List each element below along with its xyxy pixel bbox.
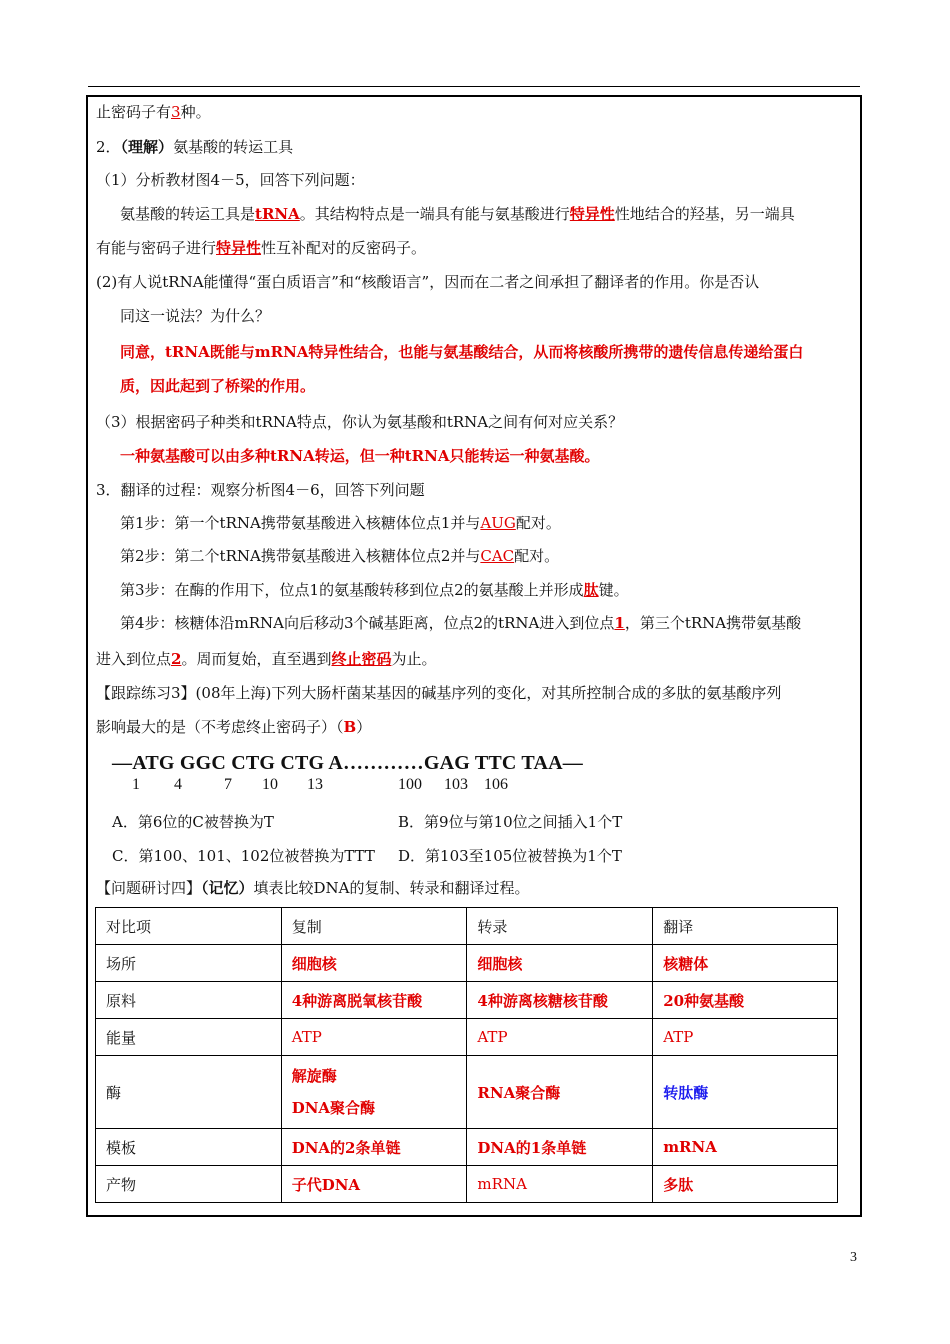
position-label: 10 [262,776,278,793]
question-2-2-line1: (2)有人说tRNA能懂得“蛋白质语言”和“核酸语言”，因而在二者之间承担了翻译者的作用。你是否认 [96,273,760,291]
question-2-2-line2: 同这一说法？为什么？ [120,307,271,325]
cell-transcription: DNA的1条单链 [467,1129,653,1166]
position-label: 1 [132,776,140,793]
answer-specificity-1: 特异性 [569,205,615,223]
option-a: A．第6位的C被替换为T [112,813,274,831]
answer-2-2-line2: 质，因此起到了桥梁的作用。 [120,377,316,395]
answer-aug: AUG [480,514,516,532]
step-4-line1: 第4步：核糖体沿mRNA向后移动3个碱基距离，位点2的tRNA进入到位点1，第三个tRNA携带氨基酸 [120,614,802,632]
table-row [96,982,838,1019]
cell-translation: ATP [653,1019,838,1056]
cell-transcription: ATP [467,1019,653,1056]
cell-translation: mRNA [653,1129,838,1166]
header-rule [88,86,860,87]
row-label: 酶 [96,1056,282,1129]
base-positions [112,776,542,796]
row-label: 产物 [96,1166,282,1203]
option-c: C．第100、101、102位被替换为TTT [112,847,375,865]
option-d: D．第103至105位被替换为1个T [398,847,622,865]
section-4-heading: 【问题研讨四】（记忆）填表比较DNA的复制、转录和翻译过程。 [96,879,530,897]
cell-replication: DNA的2条单链 [281,1129,467,1166]
cell-transcription: RNA聚合酶 [467,1056,653,1129]
base-sequence-figure [112,752,583,798]
row-label: 原料 [96,982,282,1019]
position-label: 13 [307,776,323,793]
table-header-row [96,908,838,945]
answer-cac: CAC [480,547,515,565]
enzyme-dna-polymerase: DNA聚合酶 [291,1099,376,1117]
position-label: 103 [444,776,468,793]
cell-translation: 20种氨基酸 [653,982,838,1019]
base-sequence: —ATG GGC CTG CTG A…………GAG TTC TAA— [112,752,583,774]
table-row [96,1056,838,1129]
answer-site-2: 2 [171,650,182,668]
paragraph-trna-line2: 有能与密码子进行特异性性互补配对的反密码子。 [96,239,427,257]
page-number: 3 [850,1250,857,1265]
cell-replication: 4种游离脱氧核苷酸 [281,982,467,1019]
table-header-cell: 翻译 [653,908,838,945]
answer-trna: tRNA [255,205,300,223]
question-2-1: （1）分析教材图4－5，回答下列问题： [96,171,365,189]
answer-stop-codon-count: 3 [171,103,181,121]
intro-line: 止密码子有3种。 [96,103,211,121]
table-row [96,1166,838,1203]
cell-transcription: 细胞核 [467,945,653,982]
enzyme-helicase: 解旋酶 [291,1067,337,1085]
row-label: 模板 [96,1129,282,1166]
comparison-table [95,907,838,1203]
cell-replication [281,1056,467,1129]
paragraph-trna-line1: 氨基酸的转运工具是tRNA。其结构特点是一端具有能与氨基酸进行特异性性地结合的羟基，另一端具 [120,205,795,223]
step-4-line2: 进入到位点2。周而复始，直至遇到终止密码为止。 [96,650,437,668]
practice-line1: 【跟踪练习3】(08年上海)下列大肠杆菌某基因的碱基序列的变化，对其所控制合成的多肽的氨基酸序列 [96,684,782,702]
table-row [96,1019,838,1056]
step-3: 第3步：在酶的作用下，位点1的氨基酸转移到位点2的氨基酸上并形成肽键。 [120,581,629,599]
answer-peptide: 肽 [583,581,599,599]
answer-2-2-line1: 同意，tRNA既能与mRNA特异性结合，也能与氨基酸结合，从而将核酸所携带的遗传信息传递给蛋白 [120,343,804,361]
row-label: 场所 [96,945,282,982]
answer-stop-codon: 终止密码 [331,650,392,668]
step-2: 第2步：第二个tRNA携带氨基酸进入核糖体位点2并与CAC配对。 [120,547,560,565]
answer-specificity-2: 特异性 [216,239,262,257]
cell-transcription: 4种游离核糖核苷酸 [467,982,653,1019]
position-label: 7 [224,776,232,793]
cell-translation: 核糖体 [653,945,838,982]
table-row [96,945,838,982]
section-3-heading: 3．翻译的过程：观察分析图4－6，回答下列问题 [96,481,425,499]
table-header-cell: 转录 [467,908,653,945]
cell-replication: 细胞核 [281,945,467,982]
answer-2-3: 一种氨基酸可以由多种tRNA转运，但一种tRNA只能转运一种氨基酸。 [120,447,600,465]
row-label: 能量 [96,1019,282,1056]
section-2-heading: 2．（理解）氨基酸的转运工具 [96,138,294,156]
table-header-cell: 对比项 [96,908,282,945]
step-1: 第1步：第一个tRNA携带氨基酸进入核糖体位点1并与AUG配对。 [120,514,561,532]
cell-replication: ATP [281,1019,467,1056]
cell-replication: 子代DNA [281,1166,467,1203]
position-label: 100 [398,776,422,793]
answer-site-1: 1 [614,614,625,632]
position-label: 4 [174,776,182,793]
table-header-cell: 复制 [281,908,467,945]
option-b: B．第9位与第10位之间插入1个T [398,813,623,831]
cell-translation: 转肽酶 [653,1056,838,1129]
practice-answer: B [343,718,357,736]
cell-transcription: mRNA [467,1166,653,1203]
table-row [96,1129,838,1166]
position-label: 106 [484,776,508,793]
practice-line2: 影响最大的是（不考虑终止密码子）（B） [96,718,372,736]
cell-translation: 多肽 [653,1166,838,1203]
question-2-3: （3）根据密码子种类和tRNA特点，你认为氨基酸和tRNA之间有何对应关系？ [96,413,624,431]
